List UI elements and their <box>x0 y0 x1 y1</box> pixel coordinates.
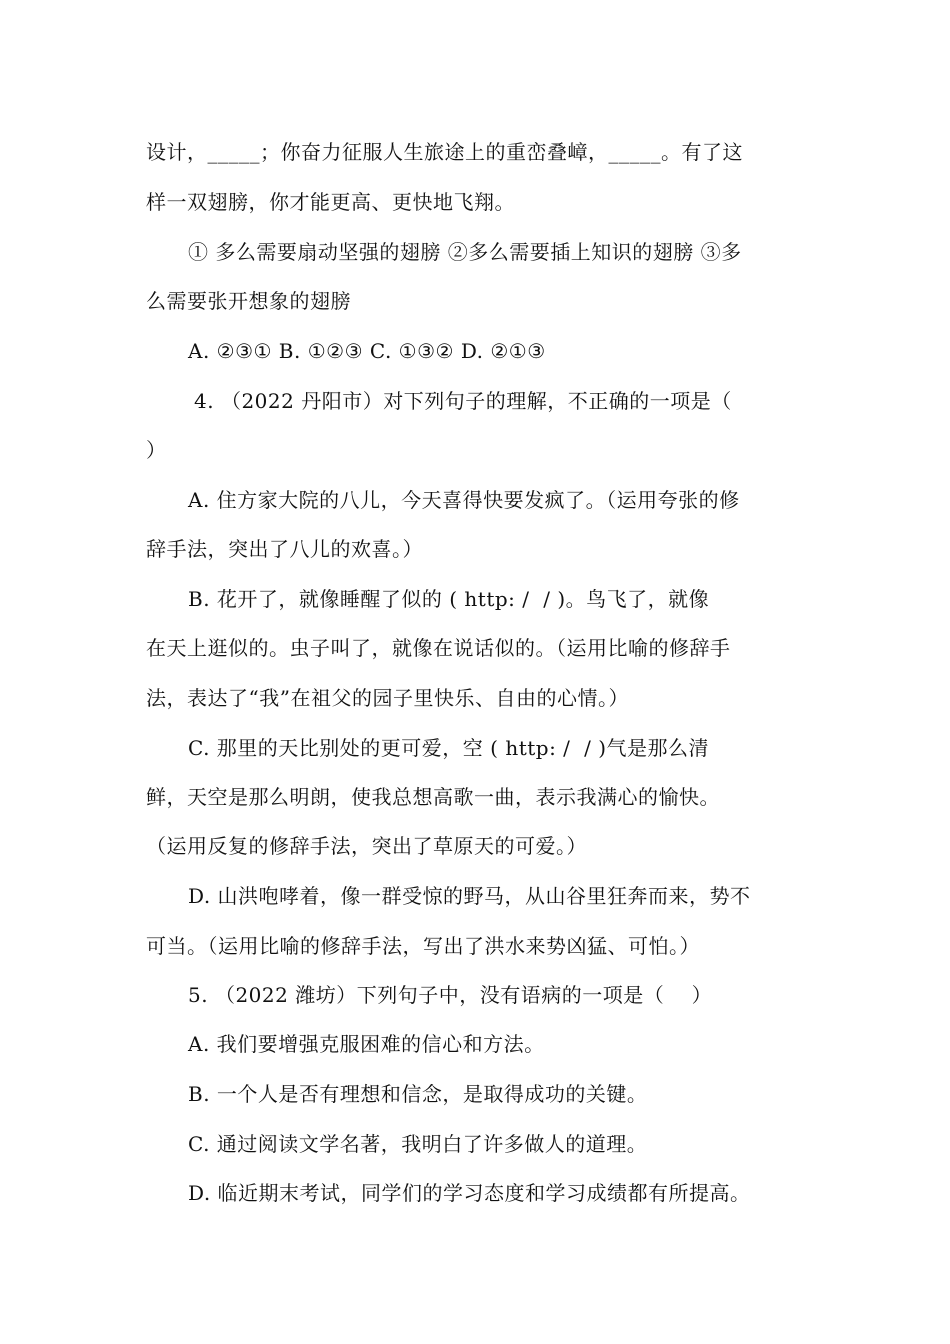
question-4-option-b-cont-1: 在天上逛似的。虫子叫了，就像在说话似的。（运用比喻的修辞手 <box>146 636 731 660</box>
question-4-title-cont: ） <box>146 438 167 462</box>
question-4-title: 4. （2022 丹阳市）对下列句子的理解，不正确的一项是（ <box>194 389 732 413</box>
question-5-option-a: A. 我们要增强克服困难的信心和方法。 <box>188 1032 545 1056</box>
options-line-2: 么需要张开想象的翅膀 <box>146 289 351 313</box>
question-4-option-c-cont-1: 鲜，天空是那么明朗，使我总想高歌一曲，表示我满心的愉快。 <box>146 785 720 809</box>
text-line-1: 设计，_____；你奋力征服人生旅途上的重峦叠嶂，_____。有了这 <box>146 140 743 164</box>
answer-choices-3: A. ②③① B. ①②③ C. ①③② D. ②①③ <box>188 339 546 363</box>
question-5-option-d: D. 临近期末考试，同学们的学习态度和学习成绩都有所提高。 <box>188 1181 751 1205</box>
question-4-option-c-cont-2: （运用反复的修辞手法，突出了草原天的可爱。） <box>146 834 587 858</box>
question-4-option-b: B. 花开了，就像睡醒了似的 ( http: / / )。鸟飞了，就像 <box>188 587 710 611</box>
question-4-option-d-cont: 可当。（运用比喻的修辞手法，写出了洪水来势凶猛、可怕。） <box>146 934 700 958</box>
question-5-title: 5. （2022 潍坊）下列句子中，没有语病的一项是（ ） <box>188 983 713 1007</box>
question-4-option-a: A. 住方家大院的八儿，今天喜得快要发疯了。（运用夸张的修 <box>188 488 740 512</box>
options-line-1: ① 多么需要扇动坚强的翅膀 ②多么需要插上知识的翅膀 ③多 <box>188 240 742 264</box>
question-4-option-c: C. 那里的天比别处的更可爱，空 ( http: / / )气是那么清 <box>188 736 710 760</box>
question-5-option-b: B. 一个人是否有理想和信念，是取得成功的关键。 <box>188 1082 648 1106</box>
question-5-option-c: C. 通过阅读文学名著，我明白了许多做人的道理。 <box>188 1132 648 1156</box>
question-4-option-a-cont: 辞手法，突出了八儿的欢喜。） <box>146 537 423 561</box>
question-4-option-d: D. 山洪咆哮着，像一群受惊的野马，从山谷里狂奔而来，势不 <box>188 884 751 908</box>
question-4-option-b-cont-2: 法，表达了“我”在祖父的园子里快乐、自由的心情。） <box>146 686 629 710</box>
text-line-2: 样一双翅膀，你才能更高、更快地飞翔。 <box>146 190 515 214</box>
